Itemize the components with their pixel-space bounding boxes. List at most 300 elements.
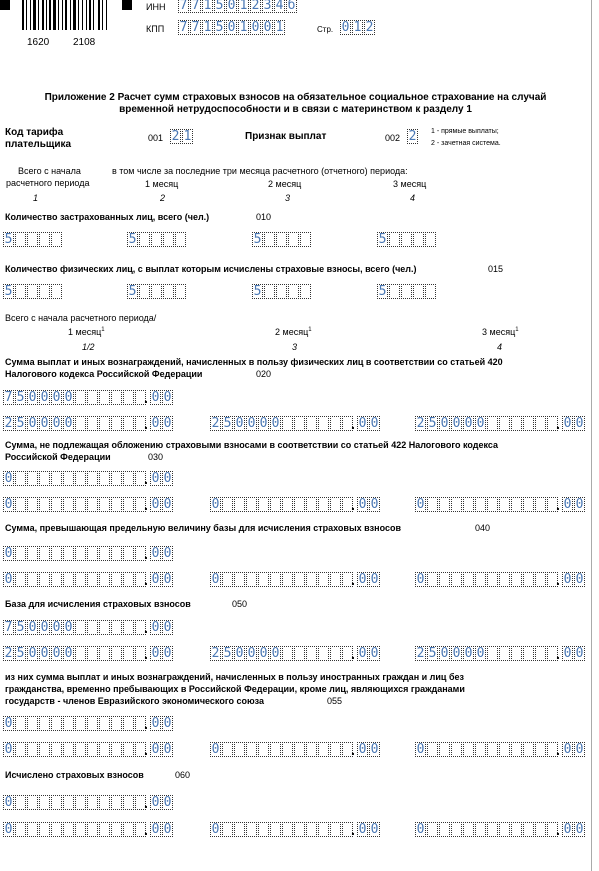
- page-edge: [591, 0, 592, 871]
- digit-cell: 0: [40, 416, 49, 431]
- digit-cell: [499, 572, 510, 587]
- barcode-bar: [38, 0, 39, 30]
- digit-cell: [258, 822, 269, 837]
- digit-cell: 0: [259, 646, 268, 661]
- digit-cell: 0: [358, 572, 367, 587]
- digit-cell: [99, 416, 110, 431]
- digit-cell: [123, 471, 134, 486]
- digit-cell: [15, 572, 26, 587]
- digit-cell: [499, 416, 510, 431]
- col-num-2: 2: [160, 193, 166, 203]
- digit-cell: [475, 742, 486, 757]
- row-030-total-dec[interactable]: [150, 471, 174, 486]
- digit-cell: 5: [16, 390, 25, 405]
- digit-cell: [318, 822, 329, 837]
- digit-cell: [318, 497, 329, 512]
- digit-cell: [389, 232, 400, 247]
- row-060-label-1: Исчислено страховых взносов: [5, 770, 144, 780]
- digit-cell: [75, 416, 86, 431]
- digit-cell: [475, 572, 486, 587]
- digit-cell: 2: [211, 646, 220, 661]
- digit-cell: [111, 646, 122, 661]
- digit-cell: [163, 284, 174, 299]
- row-040-code: 040: [475, 523, 491, 533]
- row-050-total-int[interactable]: [3, 620, 147, 635]
- digit-cell: 0: [575, 497, 584, 512]
- digit-cell: [87, 795, 98, 810]
- digit-cell: [511, 416, 522, 431]
- digit-cell: 5: [16, 416, 25, 431]
- digit-cell: [330, 416, 341, 431]
- digit-cell: 0: [151, 795, 160, 810]
- digit-cell: 0: [52, 416, 61, 431]
- digit-cell: [99, 716, 110, 731]
- row-060-month2-dec[interactable]: [357, 822, 381, 837]
- digit-cell: 5: [428, 646, 437, 661]
- digit-cell: [51, 742, 62, 757]
- digit-cell: [439, 822, 450, 837]
- digit-cell: 0: [563, 742, 572, 757]
- digit-cell: [270, 572, 281, 587]
- digit-cell: 0: [370, 572, 379, 587]
- digit-cell: [523, 416, 534, 431]
- digit-cell: [523, 742, 534, 757]
- digit-cell: [258, 572, 269, 587]
- digit-cell: 0: [163, 795, 172, 810]
- digit-cell: 0: [563, 416, 572, 431]
- digit-cell: 0: [163, 822, 172, 837]
- digit-cell: 0: [4, 497, 13, 512]
- row-010-total-field[interactable]: [3, 232, 63, 247]
- digit-cell: [294, 646, 305, 661]
- digit-cell: 0: [259, 416, 268, 431]
- digit-cell: [270, 742, 281, 757]
- digit-cell: 2: [416, 416, 425, 431]
- digit-cell: 0: [211, 822, 220, 837]
- row-055-month1-int[interactable]: [3, 742, 147, 757]
- digit-cell: [451, 822, 462, 837]
- row-040-month2-int[interactable]: [210, 572, 354, 587]
- row-015-label: Количество физических лиц, с выплат которым исчислены страховые взносы, всего (чел.): [5, 264, 417, 274]
- digit-cell: [39, 471, 50, 486]
- period2-month-1: 1 месяц$^1$: [68, 327, 105, 337]
- digit-cell: 5: [223, 416, 232, 431]
- row-015-total-field[interactable]: [3, 284, 63, 299]
- digit-cell: [264, 284, 275, 299]
- inn-field[interactable]: [178, 0, 298, 13]
- digit-cell: 0: [151, 572, 160, 587]
- digit-cell: [51, 471, 62, 486]
- row-055-month1-separator: .: [144, 742, 148, 758]
- digit-cell: 1: [203, 20, 212, 35]
- digit-cell: 0: [151, 416, 160, 431]
- row-040-total-int[interactable]: [3, 546, 147, 561]
- digit-cell: [123, 620, 134, 635]
- tariff-field[interactable]: [170, 129, 194, 144]
- row-040-month1-int[interactable]: [3, 572, 147, 587]
- digit-cell: 0: [40, 390, 49, 405]
- digit-cell: 0: [28, 646, 37, 661]
- row-060-month3-dec[interactable]: [562, 822, 586, 837]
- period2-total-label: Всего с начала расчетного периода/: [5, 313, 157, 323]
- digit-cell: 2: [365, 20, 374, 35]
- row-060-month1-separator: .: [144, 822, 148, 838]
- row-010-month2-field[interactable]: [252, 232, 312, 247]
- digit-cell: [222, 822, 233, 837]
- row-050-total-dec[interactable]: [150, 620, 174, 635]
- digit-cell: [439, 742, 450, 757]
- row-050-month1-dec[interactable]: [150, 646, 174, 661]
- digit-cell: [123, 795, 134, 810]
- digit-cell: 5: [128, 284, 137, 299]
- digit-cell: 7: [191, 0, 200, 13]
- digit-cell: [535, 822, 546, 837]
- barcode-bar: [42, 0, 44, 30]
- digit-cell: 2: [4, 416, 13, 431]
- digit-cell: [523, 646, 534, 661]
- digit-cell: [499, 646, 510, 661]
- digit-cell: [475, 497, 486, 512]
- digit-cell: [51, 497, 62, 512]
- digit-cell: 0: [4, 471, 13, 486]
- digit-cell: 0: [163, 416, 172, 431]
- row-055-month2-separator: .: [351, 742, 355, 758]
- row-050-code: 050: [232, 599, 248, 609]
- row-055-total-int[interactable]: [3, 716, 147, 731]
- digit-cell: [123, 416, 134, 431]
- digit-cell: [288, 284, 299, 299]
- digit-cell: 0: [416, 822, 425, 837]
- digit-cell: 0: [464, 646, 473, 661]
- digit-cell: 0: [163, 620, 172, 635]
- row-020-month3-dec[interactable]: [562, 416, 586, 431]
- digit-cell: [300, 284, 311, 299]
- digit-cell: [222, 497, 233, 512]
- row-050-month3-int[interactable]: [415, 646, 559, 661]
- payment-sign-field[interactable]: [407, 129, 419, 144]
- inn-label: ИНН: [146, 2, 166, 12]
- digit-cell: [222, 572, 233, 587]
- row-040-total-dec[interactable]: [150, 546, 174, 561]
- digit-cell: [439, 497, 450, 512]
- digit-cell: [401, 232, 412, 247]
- row-060-month1-int[interactable]: [3, 822, 147, 837]
- digit-cell: 0: [370, 416, 379, 431]
- digit-cell: [75, 646, 86, 661]
- row-040-month3-dec[interactable]: [562, 572, 586, 587]
- digit-cell: [511, 572, 522, 587]
- row-040-month3-int[interactable]: [415, 572, 559, 587]
- row-055-month2-int[interactable]: [210, 742, 354, 757]
- digit-cell: [439, 572, 450, 587]
- digit-cell: [487, 572, 498, 587]
- digit-cell: [87, 471, 98, 486]
- row-010-month3-field[interactable]: [377, 232, 437, 247]
- page-field[interactable]: [340, 20, 376, 35]
- digit-cell: [499, 497, 510, 512]
- row-060-month2-int[interactable]: [210, 822, 354, 837]
- period2-col-num-2: 3: [292, 342, 298, 352]
- digit-cell: [123, 716, 134, 731]
- row-010-month1-field[interactable]: [127, 232, 187, 247]
- digit-cell: [425, 232, 436, 247]
- digit-cell: 5: [223, 646, 232, 661]
- digit-cell: [401, 284, 412, 299]
- digit-cell: [318, 416, 329, 431]
- digit-cell: [389, 284, 400, 299]
- digit-cell: [87, 497, 98, 512]
- digit-cell: [111, 416, 122, 431]
- barcode-bar: [58, 0, 59, 30]
- barcode-bar: [78, 0, 79, 30]
- row-020-label-2: Налогового кодекса Российской Федерации: [5, 369, 203, 379]
- period2-month-2: 2 месяц$^1$: [275, 327, 312, 337]
- row-040-month2-dec[interactable]: [357, 572, 381, 587]
- digit-cell: 0: [151, 646, 160, 661]
- row-030-month1-dec[interactable]: [150, 497, 174, 512]
- barcode-bar: [49, 0, 51, 30]
- row-060-month3-separator: .: [556, 822, 560, 838]
- digit-cell: [99, 497, 110, 512]
- row-020-total-int[interactable]: [3, 390, 147, 405]
- digit-cell: 2: [4, 646, 13, 661]
- row-030-total-int[interactable]: [3, 471, 147, 486]
- digit-cell: 5: [4, 284, 13, 299]
- digit-cell: [63, 572, 74, 587]
- row-050-month1-separator: .: [144, 646, 148, 662]
- digit-cell: 0: [151, 822, 160, 837]
- digit-cell: 0: [271, 416, 280, 431]
- digit-cell: [15, 546, 26, 561]
- row-020-month2-int[interactable]: [210, 416, 354, 431]
- digit-cell: 0: [358, 646, 367, 661]
- barcode-bar: [53, 0, 56, 30]
- row-050-month3-separator: .: [556, 646, 560, 662]
- digit-cell: [234, 497, 245, 512]
- month-3-label: 3 месяц: [393, 179, 427, 189]
- row-020-month1-int[interactable]: [3, 416, 147, 431]
- digit-cell: 0: [4, 822, 13, 837]
- row-060-month3-int[interactable]: [415, 822, 559, 837]
- digit-cell: б: [287, 0, 296, 13]
- digit-cell: 0: [4, 716, 13, 731]
- digit-cell: 0: [452, 646, 461, 661]
- digit-cell: [511, 497, 522, 512]
- digit-cell: 0: [227, 0, 236, 13]
- digit-cell: [175, 232, 186, 247]
- digit-cell: 0: [211, 742, 220, 757]
- digit-cell: 0: [28, 620, 37, 635]
- row-020-month1-dec[interactable]: [150, 416, 174, 431]
- page-label: Стр.: [317, 25, 334, 34]
- row-030-month3-int[interactable]: [415, 497, 559, 512]
- digit-cell: [306, 822, 317, 837]
- barcode-bar: [62, 0, 63, 30]
- digit-cell: 1: [239, 0, 248, 13]
- digit-cell: 0: [28, 390, 37, 405]
- row-030-code: 030: [148, 452, 164, 462]
- digit-cell: [39, 232, 50, 247]
- barcode-bar: [26, 0, 27, 30]
- digit-cell: 2: [211, 416, 220, 431]
- digit-cell: 7: [191, 20, 200, 35]
- row-030-month1-int[interactable]: [3, 497, 147, 512]
- digit-cell: [15, 232, 26, 247]
- digit-cell: [75, 620, 86, 635]
- digit-cell: [175, 284, 186, 299]
- row-055-total-dec[interactable]: [150, 716, 174, 731]
- month-1-label: 1 месяц: [145, 179, 179, 189]
- digit-cell: 5: [16, 620, 25, 635]
- digit-cell: 5: [215, 20, 224, 35]
- digit-cell: 0: [163, 646, 172, 661]
- tariff-label-1: Код тарифа: [5, 127, 64, 138]
- row-030-month3-dec[interactable]: [562, 497, 586, 512]
- row-020-month3-int[interactable]: [415, 416, 559, 431]
- barcode-bar: [82, 0, 83, 30]
- digit-cell: [123, 646, 134, 661]
- digit-cell: [63, 497, 74, 512]
- row-055-label-2: гражданства, временно пребывающих в Российской Федерации, кроме лиц, являющихся гражданами: [5, 684, 465, 694]
- digit-cell: 0: [370, 646, 379, 661]
- digit-cell: [282, 742, 293, 757]
- digit-cell: 0: [247, 416, 256, 431]
- kpp-field[interactable]: [178, 20, 286, 35]
- row-060-month1-dec[interactable]: [150, 822, 174, 837]
- digit-cell: 0: [163, 390, 172, 405]
- digit-cell: [234, 822, 245, 837]
- digit-cell: [523, 822, 534, 837]
- digit-cell: [294, 742, 305, 757]
- digit-cell: [63, 795, 74, 810]
- digit-cell: 0: [416, 742, 425, 757]
- row-050-month2-dec[interactable]: [357, 646, 381, 661]
- digit-cell: 5: [428, 416, 437, 431]
- digit-cell: [111, 742, 122, 757]
- digit-cell: [294, 822, 305, 837]
- digit-cell: [63, 822, 74, 837]
- digit-cell: [282, 822, 293, 837]
- digit-cell: 0: [151, 497, 160, 512]
- row-015-month1-field[interactable]: [127, 284, 187, 299]
- digit-cell: [487, 416, 498, 431]
- row-040-month1-dec[interactable]: [150, 572, 174, 587]
- row-055-month1-dec[interactable]: [150, 742, 174, 757]
- row-050-month2-int[interactable]: [210, 646, 354, 661]
- digit-cell: 0: [64, 620, 73, 635]
- digit-cell: [99, 390, 110, 405]
- digit-cell: 0: [358, 822, 367, 837]
- digit-cell: [487, 822, 498, 837]
- digit-cell: 0: [163, 716, 172, 731]
- digit-cell: [39, 742, 50, 757]
- period-months-caption: в том числе за последние три месяца расчетного (отчетного) периода:: [112, 166, 408, 176]
- digit-cell: [99, 822, 110, 837]
- digit-cell: 0: [151, 471, 160, 486]
- digit-cell: [123, 742, 134, 757]
- digit-cell: 0: [151, 546, 160, 561]
- row-015-month2-field[interactable]: [252, 284, 312, 299]
- digit-cell: [75, 716, 86, 731]
- row-015-month3-field[interactable]: [377, 284, 437, 299]
- period2-col-num-1: 1/2: [82, 342, 95, 352]
- digit-cell: [264, 232, 275, 247]
- row-030-month3-separator: .: [556, 497, 560, 513]
- row-050-month3-dec[interactable]: [562, 646, 586, 661]
- digit-cell: [306, 497, 317, 512]
- digit-cell: [15, 471, 26, 486]
- digit-cell: [282, 497, 293, 512]
- row-030-month2-int[interactable]: [210, 497, 354, 512]
- digit-cell: [39, 284, 50, 299]
- digit-cell: [330, 646, 341, 661]
- digit-cell: [151, 232, 162, 247]
- digit-cell: [15, 716, 26, 731]
- row-055-month3-dec[interactable]: [562, 742, 586, 757]
- digit-cell: 0: [358, 497, 367, 512]
- digit-cell: [51, 822, 62, 837]
- digit-cell: [330, 572, 341, 587]
- row-030-month2-separator: .: [351, 497, 355, 513]
- digit-cell: [111, 497, 122, 512]
- row-055-month3-int[interactable]: [415, 742, 559, 757]
- digit-cell: [463, 497, 474, 512]
- digit-cell: [123, 546, 134, 561]
- digit-cell: [27, 546, 38, 561]
- digit-cell: 0: [341, 20, 350, 35]
- digit-cell: [27, 572, 38, 587]
- digit-cell: 1: [203, 0, 212, 13]
- period2-month-3: 3 месяц$^1$: [482, 327, 519, 337]
- digit-cell: [222, 742, 233, 757]
- row-020-total-dec[interactable]: [150, 390, 174, 405]
- digit-cell: [306, 742, 317, 757]
- row-055-month2-dec[interactable]: [357, 742, 381, 757]
- row-060-total-int[interactable]: [3, 795, 147, 810]
- digit-cell: 2: [171, 129, 180, 144]
- digit-cell: [151, 284, 162, 299]
- digit-cell: [99, 742, 110, 757]
- digit-cell: [99, 620, 110, 635]
- col-num-3: 3: [285, 193, 291, 203]
- digit-cell: [499, 822, 510, 837]
- barcode-bar: [89, 0, 91, 30]
- digit-cell: 1: [353, 20, 362, 35]
- digit-cell: 0: [440, 416, 449, 431]
- digit-cell: [282, 646, 293, 661]
- digit-cell: [99, 646, 110, 661]
- digit-cell: 1: [275, 20, 284, 35]
- digit-cell: [39, 497, 50, 512]
- row-060-total-dec[interactable]: [150, 795, 174, 810]
- digit-cell: 0: [151, 716, 160, 731]
- row-030-month2-dec[interactable]: [357, 497, 381, 512]
- digit-cell: 0: [575, 646, 584, 661]
- digit-cell: [288, 232, 299, 247]
- digit-cell: [487, 497, 498, 512]
- digit-cell: [123, 822, 134, 837]
- row-040-label-1: Сумма, превышающая предельную величину базы для исчисления страховых взносов: [5, 523, 401, 533]
- row-050-month1-int[interactable]: [3, 646, 147, 661]
- digit-cell: 0: [370, 497, 379, 512]
- digit-cell: 0: [235, 646, 244, 661]
- row-020-month2-dec[interactable]: [357, 416, 381, 431]
- row-040-month2-separator: .: [351, 572, 355, 588]
- digit-cell: [427, 822, 438, 837]
- barcode-bar: [22, 0, 24, 30]
- digit-cell: [425, 284, 436, 299]
- digit-cell: 0: [358, 416, 367, 431]
